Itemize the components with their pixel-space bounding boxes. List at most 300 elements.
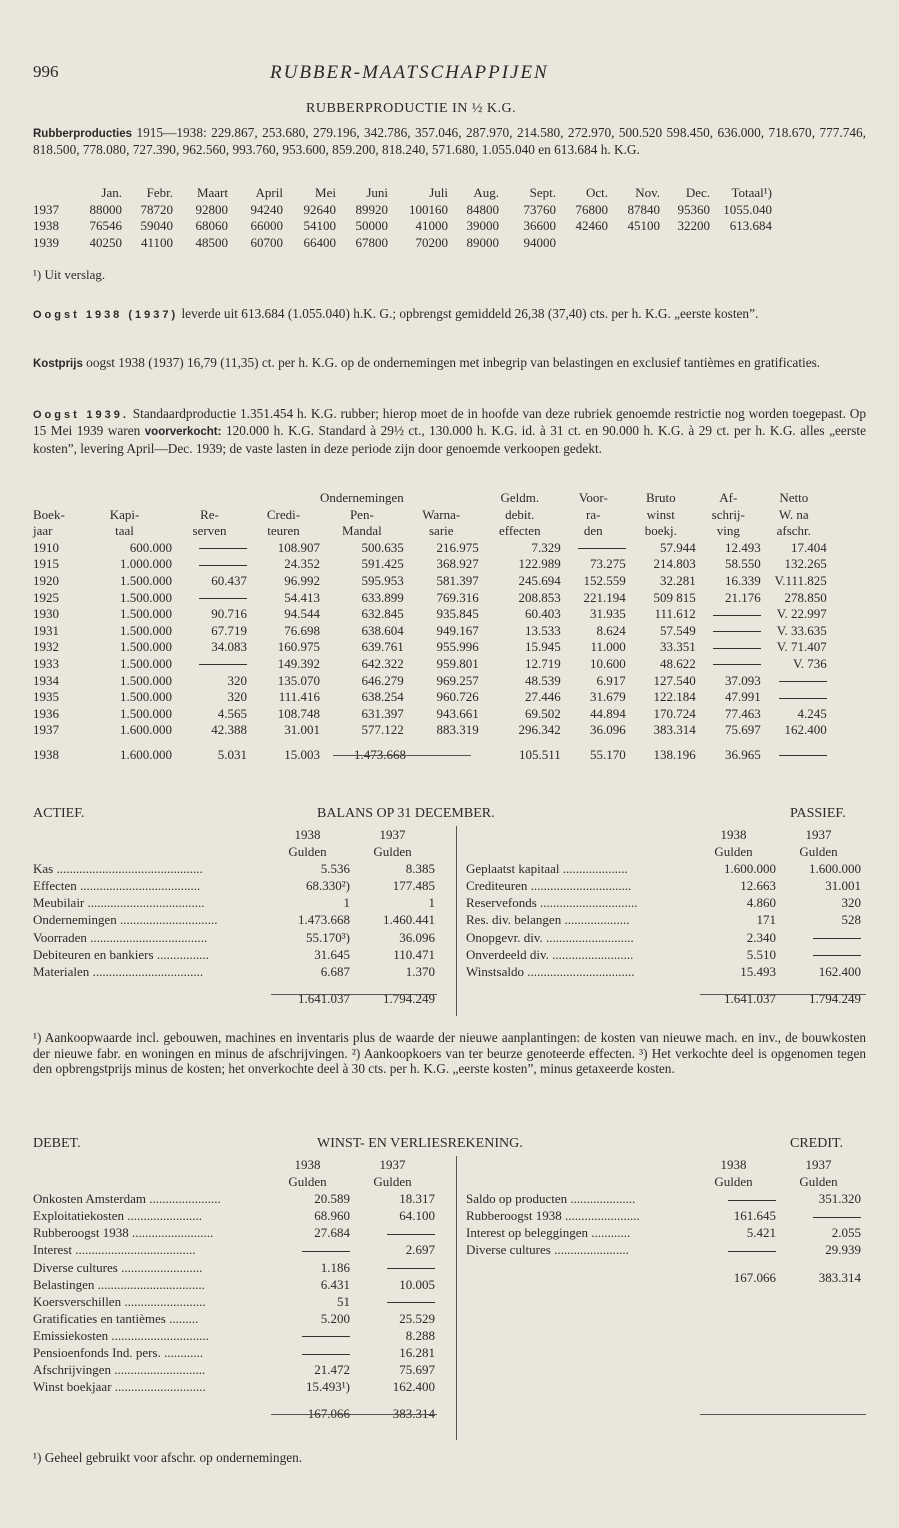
- ledger-label-text: Diverse cultures: [466, 1242, 551, 1258]
- blank-cell: [466, 1156, 691, 1173]
- ledger-label-text: Emissiekosten: [33, 1327, 109, 1343]
- table-cell: 45100: [627, 218, 660, 233]
- ledger-value: 110.471: [393, 946, 435, 962]
- dash-mark: [387, 1268, 435, 1269]
- ledger-label: [466, 1224, 691, 1241]
- dash-mark: [813, 1217, 861, 1218]
- ledger-label: [33, 1361, 265, 1378]
- dash-mark: [779, 755, 827, 756]
- ledger-value: 21.472: [314, 1362, 350, 1378]
- ledger-total-row: [466, 990, 861, 1007]
- table-cell: 5.031: [217, 746, 247, 762]
- dash-mark: [199, 565, 247, 566]
- column-header: Dec.: [685, 185, 710, 200]
- ledger-value: 8.385: [405, 861, 435, 877]
- ledger-value: 5.510: [746, 946, 776, 962]
- ledger-label: [466, 894, 691, 911]
- dash-mark: [779, 681, 827, 682]
- column-header: winst: [646, 506, 675, 522]
- ledger-label-text: Effecten: [33, 878, 77, 894]
- spacer-cell: [33, 980, 265, 990]
- ledger-value: [350, 1259, 435, 1276]
- table-cell: 632.845: [361, 606, 404, 622]
- table-cell: [696, 639, 761, 656]
- unit-header: Gulden: [799, 844, 838, 860]
- ledger-label-text: Afschrijvingen: [33, 1362, 111, 1378]
- ledger-label-text: Debiteuren en bankiers: [33, 946, 154, 962]
- ledger-label-text: Rubberoogst 1938: [466, 1208, 562, 1224]
- table-cell: 138.196: [653, 746, 696, 762]
- balans-right-total-rule: [700, 994, 866, 995]
- table-header-row: [33, 507, 827, 524]
- table-row: [33, 656, 827, 673]
- blank-cell: [33, 1405, 265, 1422]
- table-cell: 1934: [33, 672, 59, 688]
- year-header: 1938: [294, 827, 321, 842]
- table-cell: 1939: [33, 234, 59, 250]
- table-cell: 500.635: [361, 539, 404, 555]
- ledger-label: [33, 929, 265, 946]
- table-cell: 68060: [195, 218, 228, 233]
- table-cell: 60.437: [211, 572, 247, 588]
- table-row: [33, 673, 827, 690]
- column-header: [404, 490, 479, 507]
- table-cell: 94000: [523, 234, 556, 250]
- ledger-total: 1.641.037: [724, 990, 776, 1006]
- ledger-value: 162.400: [392, 1379, 435, 1395]
- winst-credit-table: [466, 1156, 861, 1286]
- ledger-label-text: Saldo op producten: [466, 1191, 568, 1207]
- column-header: jaar: [33, 523, 53, 539]
- ledger-row: [33, 1207, 435, 1224]
- column-header: sarie: [428, 523, 454, 539]
- table-cell: 1915: [33, 556, 59, 572]
- table-cell: 1055.040: [723, 201, 772, 217]
- table-cell: 1.500.000: [120, 639, 172, 655]
- dash-mark: [713, 648, 761, 649]
- spacer-row: [33, 980, 435, 990]
- ledger-row: [466, 1207, 861, 1224]
- ledger-label: [33, 894, 265, 911]
- table-cell: 969.257: [436, 672, 479, 688]
- column-header: taal: [115, 523, 134, 539]
- table-cell: 94240: [250, 201, 283, 217]
- table-cell: 31.935: [590, 606, 626, 622]
- table-cell: 36.096: [590, 722, 626, 738]
- ledger-value: 528: [841, 912, 861, 928]
- ledger-value: 16.281: [399, 1345, 435, 1361]
- table-cell: 955.996: [436, 639, 479, 655]
- ledger-label-text: Crediteuren: [466, 878, 528, 894]
- ledger-value: 2.697: [405, 1242, 435, 1258]
- ledger-row: [466, 877, 861, 894]
- table-cell: 76.698: [284, 622, 320, 638]
- leader-dots: .........................: [128, 1225, 214, 1241]
- table-cell: 1938: [33, 218, 59, 233]
- dash-mark: [578, 548, 626, 549]
- column-header: [33, 185, 65, 202]
- table-cell: [172, 556, 247, 573]
- ledger-total: 1.794.249: [809, 990, 861, 1006]
- table-cell: [608, 235, 660, 252]
- table-cell: 89000: [466, 234, 499, 250]
- unit-header-row: [466, 1173, 861, 1190]
- ledger-value: 51: [337, 1293, 350, 1309]
- leader-dots: ...............................: [527, 878, 632, 894]
- table-cell: 76800: [575, 201, 608, 217]
- column-header: Oct.: [585, 185, 608, 200]
- winst-divider: [456, 1156, 457, 1440]
- leader-dots: .......................: [561, 1208, 640, 1224]
- table-cell: 48.622: [660, 655, 696, 671]
- oogst-1939-paragraph: [33, 406, 866, 456]
- table-cell: 1.500.000: [120, 622, 172, 638]
- ledger-row: [33, 1378, 435, 1395]
- table-cell: 638.254: [361, 689, 404, 705]
- table-cell: 100160: [409, 201, 448, 217]
- ledger-value: 68.330²): [306, 878, 350, 894]
- column-header: Netto: [779, 490, 809, 505]
- ledger-label: [33, 1378, 265, 1395]
- monthly-footnote: ¹) Uit verslag.: [33, 267, 106, 282]
- table-cell: 111.612: [654, 606, 696, 622]
- ledger-row: [33, 1310, 435, 1327]
- table-cell: 60700: [250, 234, 283, 250]
- table-row: [33, 540, 827, 557]
- ledger-label-text: Meubilair: [33, 895, 85, 911]
- table-cell: 60.403: [525, 606, 561, 622]
- table-cell: 1910: [33, 539, 59, 555]
- oogst-1938-label: Oogst 1938 (1937): [33, 309, 179, 321]
- table-cell: 111.416: [278, 689, 320, 705]
- balans-title: BALANS OP 31 DECEMBER.: [317, 806, 495, 821]
- ledger-label: [33, 911, 265, 928]
- oogst-1939-bold: voorverkocht:: [144, 426, 222, 439]
- ledger-value: 8.288: [405, 1327, 435, 1343]
- table-cell: 1931: [33, 622, 59, 638]
- table-header-row: [33, 523, 827, 540]
- kostprijs-label: Kostprijs: [33, 358, 83, 370]
- ledger-value: 15.493: [740, 963, 776, 979]
- winst-right-title: CREDIT.: [790, 1136, 844, 1151]
- dash-mark: [199, 664, 247, 665]
- table-cell: 33.351: [660, 639, 696, 655]
- ledger-value: [350, 1293, 435, 1310]
- ledger-value: 1.600.000: [809, 861, 861, 877]
- table-cell: 58.550: [725, 556, 761, 572]
- table-cell: 27.446: [525, 689, 561, 705]
- spacer-row: [33, 1395, 435, 1405]
- table-cell: 1.500.000: [120, 705, 172, 721]
- table-cell: [761, 747, 827, 764]
- table-cell: 40250: [89, 234, 122, 250]
- table-cell: 12.719: [525, 655, 561, 671]
- table-cell: 16.339: [725, 572, 761, 588]
- table-cell: 15.945: [525, 639, 561, 655]
- ledger-value: 29.939: [825, 1242, 861, 1258]
- ledger-row: [33, 1276, 435, 1293]
- table-cell: 15.003: [284, 746, 320, 762]
- leader-dots: .....................................: [76, 878, 201, 894]
- table-cell: 1925: [33, 589, 59, 605]
- ledger-row: [466, 1241, 861, 1258]
- table-cell: 69.502: [525, 705, 561, 721]
- ledger-row: [466, 860, 861, 877]
- year-header-row: [33, 826, 435, 843]
- column-header: Juni: [366, 185, 388, 200]
- table-cell: 37.093: [725, 672, 761, 688]
- table-cell: 1937: [33, 201, 59, 217]
- winst-title: WINST- EN VERLIESREKENING.: [317, 1136, 523, 1151]
- leader-dots: ....................................: [86, 929, 208, 945]
- dash-mark: [713, 664, 761, 665]
- table-cell: V. 22.997: [776, 606, 827, 622]
- ledger-value: 15.493¹): [306, 1379, 350, 1395]
- financial-history-table: [33, 490, 827, 764]
- column-header: Maart: [196, 185, 228, 200]
- table-cell: 368.927: [436, 556, 479, 572]
- column-header: Pen-: [349, 506, 374, 522]
- table-cell: 1.500.000: [120, 689, 172, 705]
- column-header: Credi-: [266, 506, 301, 522]
- table-cell: 935.845: [436, 606, 479, 622]
- ledger-value: [776, 929, 861, 946]
- table-row: [33, 689, 827, 706]
- spacer-cell: [33, 739, 77, 747]
- ledger-value: [776, 946, 861, 963]
- ledger-row: [466, 1224, 861, 1241]
- ledger-row: [33, 1327, 435, 1344]
- blank-cell: [466, 1173, 691, 1190]
- table-cell: 57.944: [660, 539, 696, 555]
- table-cell: 1938: [33, 746, 59, 762]
- blank-cell: [33, 990, 265, 1007]
- table-cell: 160.975: [277, 639, 320, 655]
- ledger-value: 1.600.000: [724, 861, 776, 877]
- table-cell: 278.850: [784, 589, 827, 605]
- ledger-value: 5.536: [320, 861, 350, 877]
- table-cell: 577.122: [361, 722, 404, 738]
- column-header: [33, 490, 77, 507]
- blank-cell: [466, 1269, 691, 1286]
- ledger-value: 1.186: [320, 1259, 350, 1275]
- table-row: [33, 590, 827, 607]
- dash-mark: [302, 1354, 350, 1355]
- ledger-label: [33, 1310, 265, 1327]
- ledger-row: [33, 860, 435, 877]
- ledger-value: 18.317: [399, 1191, 435, 1207]
- ledger-label-text: Voorraden: [33, 929, 87, 945]
- leader-dots: .........: [165, 1310, 199, 1326]
- ledger-label: [33, 963, 265, 980]
- table-cell: 949.167: [436, 622, 479, 638]
- table-cell: 320: [227, 672, 247, 688]
- leader-dots: ....................: [567, 1191, 636, 1207]
- table-cell: 1935: [33, 689, 59, 705]
- column-header: Bruto: [645, 490, 676, 505]
- dash-mark: [387, 1302, 435, 1303]
- column-header: den: [583, 523, 603, 539]
- ledger-value: 25.529: [399, 1310, 435, 1326]
- ledger-row: [33, 1361, 435, 1378]
- ledger-value: 4.860: [746, 895, 776, 911]
- leader-dots: ....................................: [84, 895, 205, 911]
- oogst-1938-paragraph: [33, 306, 866, 323]
- table-cell: 642.322: [361, 655, 404, 671]
- ledger-value: 1.460.441: [383, 912, 435, 928]
- dash-mark: [199, 548, 247, 549]
- ledger-row: [466, 1190, 861, 1207]
- year-header-row: [33, 1156, 435, 1173]
- table-cell: 1.500.000: [120, 572, 172, 588]
- leader-dots: ............................: [111, 1379, 206, 1395]
- table-cell: 10.600: [590, 655, 626, 671]
- unit-header-row: [33, 1173, 435, 1190]
- table-cell: 87840: [627, 201, 660, 217]
- ledger-total: 383.314: [392, 1406, 435, 1422]
- table-cell: 883.319: [436, 722, 479, 738]
- table-cell: 633.899: [361, 589, 404, 605]
- table-cell: 92640: [303, 201, 336, 217]
- table-cell: [172, 540, 247, 557]
- table-cell: [660, 235, 710, 252]
- table-cell: [556, 235, 608, 252]
- table-cell: [696, 623, 761, 640]
- table-cell: 162.400: [784, 722, 827, 738]
- leader-dots: .........................: [121, 1293, 206, 1309]
- table-row: [33, 573, 827, 590]
- table-cell: 509 815: [653, 589, 696, 605]
- table-cell: 4.565: [217, 705, 247, 721]
- balans-left-title: ACTIEF.: [33, 806, 85, 821]
- ledger-row: [33, 1344, 435, 1361]
- ledger-value: 64.100: [399, 1208, 435, 1224]
- winst-footnote: ¹) Geheel gebruikt voor afschr. op ondernemingen.: [33, 1450, 303, 1465]
- ledger-label: [33, 1190, 265, 1207]
- column-header: Geldm.: [500, 490, 540, 505]
- table-cell: 76546: [89, 218, 122, 233]
- blank-cell: [33, 1156, 265, 1173]
- dash-mark: [779, 698, 827, 699]
- leader-dots: ................: [153, 946, 209, 962]
- leader-dots: ..................................: [89, 963, 204, 979]
- ledger-value: 68.960: [314, 1208, 350, 1224]
- table-cell: 95360: [677, 201, 710, 217]
- column-header: [172, 490, 247, 507]
- ledger-label-text: Diverse cultures: [33, 1259, 118, 1275]
- table-cell: 122.184: [653, 689, 696, 705]
- table-cell: 70200: [415, 234, 448, 250]
- ledger-value: 12.663: [740, 878, 776, 894]
- dash-mark: [713, 631, 761, 632]
- ledger-row: [33, 1224, 435, 1241]
- table-cell: 152.559: [583, 572, 626, 588]
- table-cell: 31.001: [284, 722, 320, 738]
- ledger-value: 20.589: [314, 1191, 350, 1207]
- ledger-value: 10.005: [399, 1276, 435, 1292]
- table-cell: 73.275: [590, 556, 626, 572]
- ledger-label: [466, 911, 691, 928]
- table-cell: 42460: [575, 218, 608, 233]
- ledger-value: [265, 1327, 350, 1344]
- ledger-row: [33, 963, 435, 980]
- table-cell: 1933: [33, 655, 59, 671]
- table-cell: [696, 656, 761, 673]
- ledger-label-text: Ondernemingen: [33, 912, 117, 928]
- table-cell: 47.991: [725, 689, 761, 705]
- ledger-value: [265, 1241, 350, 1258]
- column-header: Febr.: [146, 185, 173, 200]
- table-row: [33, 722, 827, 739]
- year-header: 1937: [805, 1157, 832, 1172]
- table-cell: 1.500.000: [120, 655, 172, 671]
- page-title: RUBBER-MAATSCHAPPIJEN: [270, 62, 549, 83]
- dash-mark: [713, 615, 761, 616]
- table-cell: 631.397: [361, 705, 404, 721]
- column-header: Af-: [719, 490, 738, 505]
- ledger-value: 2.055: [831, 1225, 861, 1241]
- leader-dots: ..............................: [108, 1327, 209, 1343]
- table-cell: 1920: [33, 572, 59, 588]
- unit-header: Gulden: [288, 1174, 327, 1190]
- table-row: [33, 202, 772, 219]
- ledger-label: [466, 1207, 691, 1224]
- table-cell: 135.070: [277, 672, 320, 688]
- column-header: boekj.: [644, 523, 677, 539]
- column-header: ra-: [586, 506, 601, 522]
- table-cell: 21.176: [725, 589, 761, 605]
- ledger-value: 1: [428, 895, 435, 911]
- ledger-row: [33, 946, 435, 963]
- leader-dots: .....................................: [71, 1242, 196, 1258]
- year-header: 1937: [805, 827, 832, 842]
- table-cell: 73760: [523, 201, 556, 217]
- ledger-row: [33, 894, 435, 911]
- table-cell: 7.329: [531, 539, 561, 555]
- ledger-label-text: Materialen: [33, 963, 90, 979]
- ledger-label: [33, 1276, 265, 1293]
- ledger-total: 167.066: [733, 1269, 776, 1285]
- table-cell: 31.679: [590, 689, 626, 705]
- table-cell: 48.539: [525, 672, 561, 688]
- dash-mark: [302, 1336, 350, 1337]
- ledger-value: 27.684: [314, 1225, 350, 1241]
- ledger-value: 171: [756, 912, 776, 928]
- table-cell: 959.801: [436, 655, 479, 671]
- spacer-cell: [466, 1259, 691, 1269]
- unit-header-row: [33, 843, 435, 860]
- ledger-value: 31.645: [314, 946, 350, 962]
- ledger-label-text: Onkosten Amsterdam: [33, 1191, 147, 1207]
- table-cell: 24.352: [284, 556, 320, 572]
- table-cell: 646.279: [361, 672, 404, 688]
- table-cell: 48500: [195, 234, 228, 250]
- kostprijs-paragraph: [33, 355, 866, 372]
- ledger-value: 6.687: [320, 963, 350, 979]
- table-cell: 36.965: [725, 746, 761, 762]
- ledger-value: 351.320: [818, 1191, 861, 1207]
- table-cell: 67800: [355, 234, 388, 250]
- ledger-value: 75.697: [399, 1362, 435, 1378]
- oogst-1939-text-b: 120.000 h. K.G. Standard à 29½ ct., 130.000 h. K.G. id. à 31 ct. en 90.000 h. K.G. à 29 ct. per h. K.G. alles „eerste kosten”, levering April—Dec. 1939; de vaste lasten in deze periode zijn door genoemde verkoopen gedekt.: [33, 423, 867, 456]
- table-cell: 1.600.000: [120, 746, 172, 762]
- ledger-label-text: Onverdeeld div.: [466, 946, 549, 962]
- table-cell: V. 736: [793, 655, 827, 671]
- ledger-row: [33, 877, 435, 894]
- ledger-value: 1: [343, 895, 350, 911]
- column-header: Ondernemingen: [320, 490, 404, 505]
- ledger-value: [776, 1207, 861, 1224]
